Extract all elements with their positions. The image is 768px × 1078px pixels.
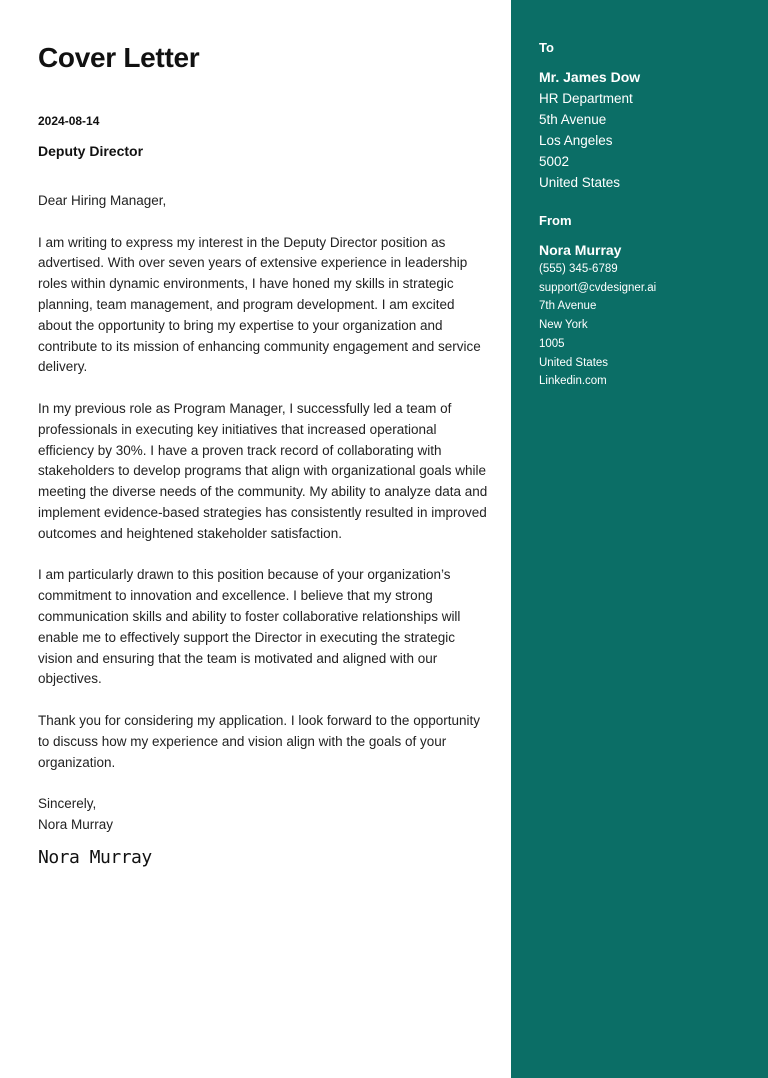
- paragraph-1: I am writing to express my interest in the Deputy Director position as advertised. With over seven years of extensive experience in leadership roles within dynamic environments, I have honed my skills in strategic planning, team management, and program development. I am excited about the opportunity to bring my expertise to your organization and contribute to its mission of enhancing community engagement and service delivery.: [38, 234, 481, 375]
- recipient-line: 5th Avenue: [539, 112, 607, 127]
- letter-content: [38, 191, 488, 836]
- sender-country: United States: [539, 356, 609, 369]
- to-heading: To: [539, 40, 554, 55]
- sender-name: Nora Murray: [539, 242, 622, 258]
- sender-contact: [539, 260, 656, 391]
- paragraph-4: Thank you for considering my application. I look forward to the opportunity to discuss how my experience and vision align with the goals of your organization.: [38, 712, 480, 770]
- from-heading: From: [539, 213, 572, 228]
- sender-postcode: 1005: [539, 337, 565, 350]
- position-title: Deputy Director: [38, 143, 144, 159]
- recipient-line: 5002: [539, 154, 570, 169]
- signature: Nora Murray: [38, 847, 152, 868]
- sender-linkedin: Linkedin.com: [539, 375, 607, 388]
- letter-date: 2024-08-14: [38, 114, 100, 128]
- document-title: Cover Letter: [38, 42, 200, 73]
- recipient-line: Los Angeles: [539, 133, 613, 148]
- sender-city: New York: [539, 319, 588, 332]
- recipient-line: HR Department: [539, 91, 633, 106]
- paragraph-3: I am particularly drawn to this position because of your organization’s commitment to innovation and excellence. I believe that my strong communication skills and ability to foster collaborative relationships will enable me to effectively support the Director in executing the strategic vision and ensuring that the team is motivated and aligned with our objectives.: [38, 567, 461, 687]
- recipient-address: [539, 88, 633, 193]
- recipient-name: Mr. James Dow: [539, 69, 641, 85]
- salutation: Dear Hiring Manager,: [38, 193, 167, 208]
- sender-street: 7th Avenue: [539, 300, 597, 313]
- sender-email: support@cvdesigner.ai: [539, 281, 657, 294]
- sender-phone: (555) 345-6789: [539, 263, 618, 275]
- contact-sidebar: [511, 0, 768, 1078]
- paragraph-2: In my previous role as Program Manager, I successfully led a team of professionals in executing key initiatives that increased operational efficiency by 30%. I have a proven track record of collaborating with stakeholders to develop programs that align with organizational goals while meeting the diverse needs of the community. My ability to analyze data and implement evidence-based strategies has consistently resulted in improved outcomes and heightened stakeholder satisfaction.: [38, 400, 488, 541]
- closing-name: Nora Murray: [38, 816, 114, 832]
- recipient-line: United States: [539, 175, 621, 190]
- closing: Sincerely,: [38, 796, 97, 812]
